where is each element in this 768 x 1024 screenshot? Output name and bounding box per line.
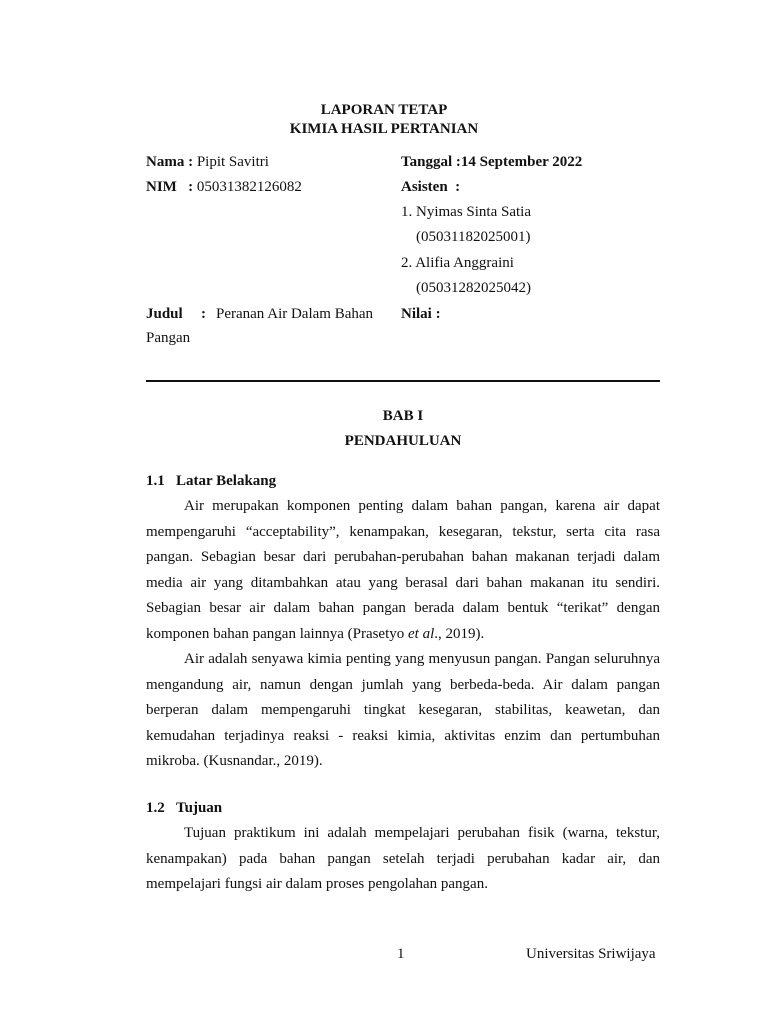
asisten-1-number: 1. [401,204,413,220]
judul-separator: : [201,306,206,322]
chapter-title: PENDAHULUAN [344,433,462,449]
nama-label: Nama : [146,154,194,170]
chapter-number: BAB I [382,408,424,424]
asisten-2-name: Alifia Anggraini [415,255,514,271]
nilai-label: Nilai : [401,306,441,322]
nim-row [146,179,302,196]
judul-value-line1: Peranan Air Dalam Bahan [216,306,374,322]
paragraph-text: Tujuan praktikum ini adalah mempelajari perubahan fisik (warna, tekstur, kenampakan) pada bahan pangan setelah terjadi perubahan kadar air, dan mempelajari fungsi air dalam proses pengolahan pangan. [146,825,660,892]
asisten-label: Asisten : [401,179,461,195]
nama-row [146,154,269,171]
paragraph-text-end: ., 2019). [434,625,485,642]
report-title-line1: LAPORAN TETAP [320,102,448,118]
section-body-latar-belakang [146,494,660,775]
horizontal-divider [146,380,660,382]
judul-value-line2: Pangan [146,330,191,346]
asisten-2-name-row [401,255,514,272]
asisten-1-nim: (05031182025001) [416,229,531,245]
judul-label: Judul [146,306,183,322]
nim-value: 05031382126082 [196,179,302,195]
asisten-2-number: 2. [401,255,413,271]
paragraph-italic: et al [408,625,435,642]
section-body-tujuan [146,821,660,898]
nim-label: NIM : [146,179,194,195]
tanggal-label: Tanggal :14 September 2022 [401,154,583,170]
report-title-line2: KIMIA HASIL PERTANIAN [289,121,479,137]
paragraph [146,494,660,647]
paragraph [146,821,660,898]
section-number: 1.1 [146,473,165,489]
asisten-2-nim: (05031282025042) [416,280,531,296]
asisten-1-name: Nyimas Sinta Satia [416,204,531,220]
paragraph-text: Air adalah senyawa kimia penting yang menyusun pangan. Pangan seluruhnya mengandung air, namun dengan jumlah yang berbeda-beda. Air dalam pangan berperan dalam mempengaruhi tingkat kesegaran, stabilitas, keawetan, dan kemudahan terjadinya reaksi - reaksi kimia, aktivitas enzim dan pertumbuhan mikroba. (Kusnandar., 2019). [146,651,660,769]
asisten-1-name-row [401,204,531,221]
nama-value: Pipit Savitri [196,154,269,170]
paragraph [146,647,660,775]
paragraph-text: Air merupakan komponen penting dalam bahan pangan, karena air dapat mempengaruhi “acceptability”, kenampakan, kesegaran, tekstur, serta cita rasa pangan. Sebagian besar dari perubahan-perubahan bahan makanan terjadi dalam media air yang ditambahkan atau yang berasal dari bahan makanan itu sendiri. Sebagian besar air dalam bahan pangan berada dalam bentuk “terikat” dengan komponen bahan pangan lainnya (Prasetyo [146,498,660,642]
section-title: Latar Belakang [176,473,277,489]
section-title: Tujuan [176,800,223,816]
section-number: 1.2 [146,800,165,816]
page-number: 1 [397,946,405,962]
section-heading-latar-belakang [146,473,276,490]
section-heading-tujuan [146,800,222,817]
footer-institution: Universitas Sriwijaya [526,946,656,962]
